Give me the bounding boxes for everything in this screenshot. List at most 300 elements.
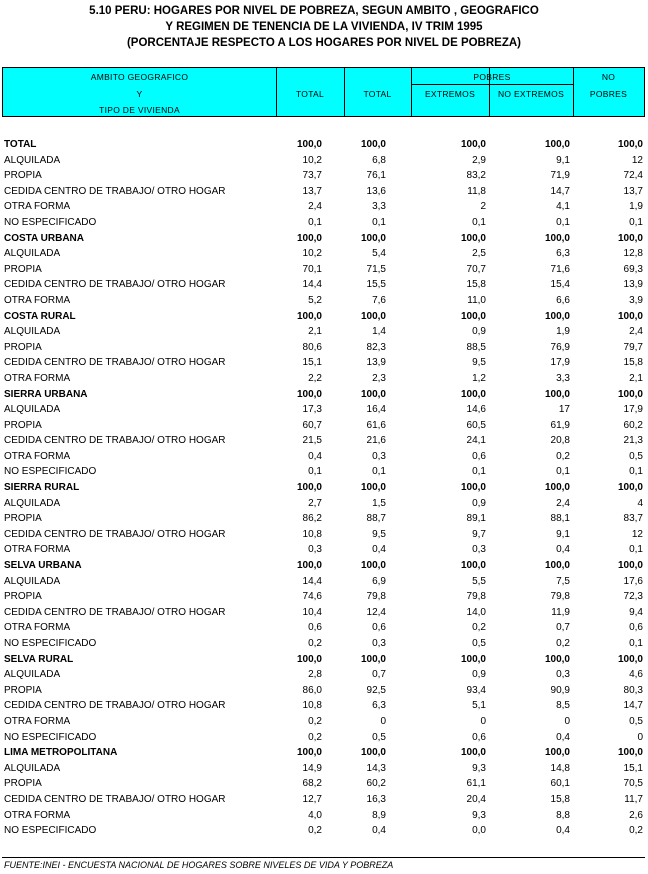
row-value: 86,0	[302, 684, 322, 696]
row-value: 24,1	[466, 435, 486, 447]
row-value: 100,0	[617, 747, 643, 759]
row-label: NO ESPECIFICADO	[4, 466, 97, 478]
row-value: 76,9	[550, 341, 570, 353]
row-value: 11,8	[467, 185, 486, 197]
row-value: 93,4	[466, 684, 486, 696]
table-row	[0, 449, 648, 465]
row-value: 100,0	[296, 560, 322, 572]
row-label: CEDIDA CENTRO DE TRABAJO/ OTRO HOGAR	[4, 700, 226, 712]
row-value: 14,9	[302, 762, 322, 774]
row-label: OTRA FORMA	[4, 294, 71, 306]
table-row	[0, 402, 648, 418]
row-value: 10,8	[302, 528, 322, 540]
row-value: 17,9	[550, 357, 570, 369]
table-group-row	[0, 137, 648, 153]
row-value: 83,2	[466, 170, 486, 182]
row-value: 2,3	[372, 372, 386, 384]
row-value: 2,4	[308, 201, 322, 213]
row-value: 14,7	[550, 185, 570, 197]
header-ambito-line-3: TIPO DE VIVIENDA	[99, 105, 180, 115]
row-value: 71,5	[366, 263, 386, 275]
row-value: 100,0	[544, 388, 570, 400]
row-value: 79,8	[550, 591, 570, 603]
row-value: 73,7	[302, 170, 322, 182]
row-label: OTRA FORMA	[4, 544, 71, 556]
row-value: 1,9	[556, 326, 570, 338]
row-value: 8,9	[372, 809, 386, 821]
row-value: 0,6	[629, 622, 643, 634]
row-value: 14,6	[466, 404, 486, 416]
row-value: 0	[637, 731, 643, 743]
row-value: 17	[558, 404, 570, 416]
row-label: PROPIA	[4, 419, 42, 431]
row-value: 79,7	[623, 341, 643, 353]
row-value: 100,0	[460, 310, 486, 322]
row-value: 0	[380, 715, 386, 727]
row-value: 100,0	[296, 747, 322, 759]
row-value: 17,3	[302, 404, 322, 416]
row-value: 0	[564, 715, 570, 727]
row-value: 68,2	[302, 778, 322, 790]
row-label: PROPIA	[4, 513, 42, 525]
row-value: 0,1	[629, 216, 643, 228]
table-row	[0, 636, 648, 652]
table-row	[0, 215, 648, 231]
row-value: 14,3	[366, 762, 386, 774]
row-label: OTRA FORMA	[4, 201, 71, 213]
table-group-row	[0, 231, 648, 247]
row-value: 2,1	[629, 372, 643, 384]
title-line-3: (PORCENTAJE RESPECTO A LOS HOGARES POR NIVEL DE POBREZA)	[126, 37, 522, 49]
row-value: 17,6	[623, 575, 643, 587]
row-label: NO ESPECIFICADO	[4, 638, 97, 649]
table-row	[0, 620, 648, 636]
table-row	[0, 246, 648, 262]
row-value: 1,4	[372, 326, 386, 338]
row-value: 83,7	[623, 513, 643, 525]
row-value: 21,6	[366, 435, 386, 447]
row-value: 16,3	[366, 793, 386, 805]
row-value: 21,5	[302, 435, 322, 447]
row-value: 0,2	[308, 731, 322, 743]
row-value: 0,1	[308, 466, 322, 478]
row-value: 0	[480, 715, 486, 727]
row-value: 10,4	[302, 606, 322, 618]
table-row	[0, 324, 648, 340]
row-value: 14,8	[550, 762, 570, 774]
row-value: 1,2	[472, 372, 486, 384]
row-value: 13,9	[623, 279, 643, 291]
row-value: 100,0	[617, 139, 643, 150]
row-value: 0,3	[556, 669, 570, 681]
table-row	[0, 199, 648, 215]
row-value: 100,0	[360, 653, 386, 665]
row-value: 6,8	[372, 154, 386, 166]
row-label: COSTA RURAL	[4, 310, 76, 322]
row-value: 4,1	[556, 201, 570, 213]
row-value: 0,7	[372, 669, 386, 681]
row-label: OTRA FORMA	[4, 809, 71, 821]
header-ambito-line-2: Y	[136, 89, 143, 99]
row-value: 0,1	[629, 466, 643, 478]
row-value: 100,0	[617, 482, 643, 494]
row-value: 3,3	[372, 201, 386, 213]
row-value: 8,5	[556, 700, 570, 712]
row-label: ALQUILADA	[4, 762, 61, 774]
table-row	[0, 698, 648, 714]
row-value: 100,0	[296, 139, 322, 150]
row-value: 70,5	[623, 778, 643, 790]
header-no-pobres: POBRES	[589, 89, 628, 99]
row-value: 100,0	[460, 653, 486, 665]
row-value: 100,0	[460, 482, 486, 494]
row-value: 100,0	[296, 232, 322, 244]
row-value: 71,6	[550, 263, 570, 275]
table-row	[0, 153, 648, 169]
header-total-a: TOTAL	[295, 89, 325, 99]
row-value: 100,0	[544, 560, 570, 572]
row-value: 12	[631, 528, 643, 540]
row-value: 0,3	[472, 544, 486, 556]
row-value: 69,3	[623, 263, 643, 275]
row-value: 100,0	[460, 232, 486, 244]
row-label: PROPIA	[4, 684, 42, 696]
row-value: 100,0	[460, 747, 486, 759]
row-value: 86,2	[302, 513, 322, 525]
row-value: 20,8	[550, 435, 570, 447]
row-value: 0,9	[472, 497, 486, 509]
row-value: 7,6	[372, 294, 386, 306]
table-row	[0, 184, 648, 200]
row-value: 6,3	[372, 700, 386, 712]
row-label: NO ESPECIFICADO	[4, 731, 97, 743]
row-value: 0,2	[308, 638, 322, 649]
row-value: 13,6	[366, 185, 386, 197]
row-value: 0,2	[556, 450, 570, 462]
row-value: 2	[480, 201, 486, 213]
row-label: CEDIDA CENTRO DE TRABAJO/ OTRO HOGAR	[4, 279, 226, 291]
row-label: PROPIA	[4, 170, 42, 182]
row-value: 0,6	[372, 622, 386, 634]
row-value: 0,9	[472, 669, 486, 681]
row-value: 100,0	[460, 139, 486, 150]
row-value: 0,1	[472, 466, 486, 478]
row-value: 0,1	[556, 466, 570, 478]
row-value: 2,4	[556, 497, 570, 509]
footer-divider	[2, 857, 645, 858]
row-label: ALQUILADA	[4, 497, 61, 509]
row-value: 12,8	[623, 248, 643, 260]
row-value: 0,1	[629, 544, 643, 556]
row-value: 2,1	[308, 326, 322, 338]
row-value: 82,3	[366, 341, 386, 353]
title-line-2: Y REGIMEN DE TENENCIA DE LA VIVIENDA, IV TRIM 1995	[165, 21, 483, 33]
row-label: CEDIDA CENTRO DE TRABAJO/ OTRO HOGAR	[4, 357, 226, 369]
row-value: 61,1	[466, 778, 486, 790]
header-pobres: POBRES	[473, 72, 511, 82]
row-value: 11,0	[467, 294, 486, 306]
row-value: 0,5	[472, 638, 486, 649]
table-row	[0, 464, 648, 480]
row-value: 2,6	[629, 809, 643, 821]
row-value: 0,0	[472, 825, 486, 837]
row-value: 100,0	[544, 747, 570, 759]
row-label: TOTAL	[4, 139, 37, 150]
row-value: 100,0	[544, 139, 570, 150]
row-value: 11,9	[551, 606, 570, 618]
row-value: 13,7	[302, 185, 322, 197]
row-label: ALQUILADA	[4, 154, 61, 166]
row-value: 100,0	[360, 388, 386, 400]
header-total-b: TOTAL	[363, 89, 392, 99]
row-value: 4,0	[308, 809, 322, 821]
table-group-row	[0, 558, 648, 574]
row-value: 0,5	[372, 731, 386, 743]
table-row	[0, 262, 648, 278]
row-value: 90,9	[550, 684, 570, 696]
row-value: 0,6	[308, 622, 322, 634]
row-value: 61,6	[366, 419, 386, 431]
table-row	[0, 589, 648, 605]
table-title	[0, 3, 648, 51]
table-row	[0, 776, 648, 792]
table-row	[0, 605, 648, 621]
row-value: 71,9	[550, 170, 570, 182]
row-value: 5,2	[308, 294, 322, 306]
row-value: 70,1	[302, 263, 322, 275]
row-label: NO ESPECIFICADO	[4, 216, 97, 228]
row-value: 15,1	[623, 762, 643, 774]
row-value: 79,8	[466, 591, 486, 603]
row-value: 0,1	[308, 216, 322, 228]
row-value: 7,5	[556, 575, 570, 587]
row-value: 89,1	[466, 513, 486, 525]
row-label: SELVA RURAL	[4, 653, 74, 665]
row-value: 15,4	[550, 279, 570, 291]
row-value: 0,4	[556, 731, 570, 743]
row-value: 2,4	[629, 326, 643, 338]
row-value: 16,4	[366, 404, 386, 416]
row-value: 21,3	[623, 435, 643, 447]
table-group-row	[0, 745, 648, 761]
row-value: 13,7	[623, 185, 643, 197]
row-value: 0,4	[372, 825, 386, 837]
table-row	[0, 542, 648, 558]
row-value: 5,4	[372, 248, 386, 260]
row-value: 9,3	[472, 809, 486, 821]
row-value: 88,7	[366, 513, 386, 525]
row-value: 88,1	[550, 513, 570, 525]
row-label: SIERRA URBANA	[4, 388, 88, 400]
row-value: 0,1	[372, 466, 386, 478]
row-label: ALQUILADA	[4, 326, 61, 338]
row-label: PROPIA	[4, 341, 42, 353]
row-value: 5,1	[472, 700, 486, 712]
row-value: 15,1	[302, 357, 322, 369]
row-value: 0,4	[372, 544, 386, 556]
row-value: 60,5	[466, 419, 486, 431]
row-label: LIMA METROPOLITANA	[4, 747, 118, 759]
row-value: 1,9	[629, 201, 643, 213]
row-value: 0,2	[308, 825, 322, 837]
row-value: 0,1	[629, 638, 643, 649]
row-value: 2,7	[308, 497, 322, 509]
row-value: 10,2	[302, 154, 322, 166]
row-value: 80,6	[302, 341, 322, 353]
table-header	[2, 67, 645, 117]
row-value: 8,8	[556, 809, 570, 821]
row-value: 12,7	[302, 793, 322, 805]
row-value: 0,3	[372, 638, 386, 649]
row-value: 1,5	[372, 497, 386, 509]
row-label: OTRA FORMA	[4, 715, 71, 727]
row-value: 100,0	[360, 482, 386, 494]
table-row	[0, 496, 648, 512]
header-no: NO	[601, 72, 616, 82]
row-value: 9,4	[629, 606, 643, 618]
row-value: 100,0	[617, 388, 643, 400]
row-value: 100,0	[296, 310, 322, 322]
row-value: 100,0	[544, 232, 570, 244]
table-row	[0, 340, 648, 356]
row-value: 0,4	[308, 450, 322, 462]
row-value: 2,8	[308, 669, 322, 681]
row-value: 0,2	[472, 622, 486, 634]
row-value: 6,9	[372, 575, 386, 587]
row-value: 100,0	[544, 310, 570, 322]
row-value: 3,9	[629, 294, 643, 306]
row-label: PROPIA	[4, 263, 42, 275]
row-value: 11,7	[624, 793, 643, 805]
row-value: 0,6	[472, 731, 486, 743]
row-value: 80,3	[623, 684, 643, 696]
row-value: 100,0	[360, 310, 386, 322]
row-label: COSTA URBANA	[4, 232, 84, 244]
row-value: 14,0	[466, 606, 486, 618]
table-row	[0, 761, 648, 777]
table-row	[0, 293, 648, 309]
table-row	[0, 574, 648, 590]
row-label: SELVA URBANA	[4, 560, 82, 572]
row-label: OTRA FORMA	[4, 450, 71, 462]
row-value: 5,5	[472, 575, 486, 587]
row-label: CEDIDA CENTRO DE TRABAJO/ OTRO HOGAR	[4, 528, 226, 540]
row-value: 79,8	[366, 591, 386, 603]
row-value: 100,0	[617, 653, 643, 665]
row-value: 100,0	[544, 482, 570, 494]
table-row	[0, 371, 648, 387]
row-value: 20,4	[466, 793, 486, 805]
table-group-row	[0, 387, 648, 403]
row-value: 100,0	[296, 388, 322, 400]
row-label: ALQUILADA	[4, 404, 61, 416]
row-value: 14,7	[623, 700, 643, 712]
row-value: 2,2	[308, 372, 322, 384]
row-label: OTRA FORMA	[4, 372, 71, 384]
row-label: CEDIDA CENTRO DE TRABAJO/ OTRO HOGAR	[4, 793, 226, 805]
row-value: 2,9	[472, 154, 486, 166]
row-label: ALQUILADA	[4, 248, 61, 260]
row-value: 0,9	[472, 326, 486, 338]
table-row	[0, 511, 648, 527]
table-row	[0, 433, 648, 449]
row-value: 0,2	[629, 825, 643, 837]
header-ambito-line-1: AMBITO GEOGRAFICO	[90, 72, 189, 82]
header-extremos: EXTREMOS	[424, 89, 476, 99]
row-value: 60,1	[550, 778, 570, 790]
row-value: 100,0	[460, 388, 486, 400]
row-value: 0,1	[372, 216, 386, 228]
table-row	[0, 168, 648, 184]
row-value: 0,1	[472, 216, 486, 228]
row-value: 14,4	[302, 279, 322, 291]
row-label: SIERRA RURAL	[4, 482, 80, 494]
row-value: 100,0	[617, 560, 643, 572]
table-row	[0, 527, 648, 543]
row-value: 74,6	[302, 591, 322, 603]
row-value: 100,0	[544, 653, 570, 665]
table-row	[0, 683, 648, 699]
row-value: 0,4	[556, 544, 570, 556]
row-value: 0,5	[629, 450, 643, 462]
header-no-extremos: NO EXTREMOS	[497, 89, 565, 99]
table-row	[0, 792, 648, 808]
row-value: 60,2	[623, 419, 643, 431]
row-value: 100,0	[360, 747, 386, 759]
row-value: 0,6	[472, 450, 486, 462]
row-label: PROPIA	[4, 778, 42, 790]
row-value: 0,2	[308, 715, 322, 727]
row-value: 9,3	[472, 762, 486, 774]
row-label: PROPIA	[4, 591, 42, 603]
row-value: 10,2	[302, 248, 322, 260]
row-value: 88,5	[466, 341, 486, 353]
row-value: 17,9	[623, 404, 643, 416]
row-value: 15,8	[466, 279, 486, 291]
row-label: CEDIDA CENTRO DE TRABAJO/ OTRO HOGAR	[4, 435, 226, 447]
row-value: 4,6	[629, 669, 643, 681]
table-row	[0, 418, 648, 434]
row-value: 0,5	[629, 715, 643, 727]
row-value: 100,0	[360, 560, 386, 572]
row-value: 76,1	[366, 170, 386, 182]
table-row	[0, 730, 648, 746]
row-value: 100,0	[360, 139, 386, 150]
row-value: 70,7	[466, 263, 486, 275]
row-value: 15,5	[366, 279, 386, 291]
row-value: 9,1	[556, 154, 570, 166]
row-value: 12,4	[366, 606, 386, 618]
row-value: 100,0	[296, 482, 322, 494]
row-value: 9,7	[472, 528, 486, 540]
row-value: 61,9	[550, 419, 570, 431]
row-value: 0,3	[308, 544, 322, 556]
row-value: 4	[637, 497, 643, 509]
row-value: 14,4	[302, 575, 322, 587]
table-row	[0, 277, 648, 293]
row-value: 12	[631, 154, 643, 166]
table-row	[0, 667, 648, 683]
table-row	[0, 823, 648, 839]
row-value: 60,7	[302, 419, 322, 431]
row-value: 0,2	[556, 638, 570, 649]
row-value: 60,2	[366, 778, 386, 790]
table-group-row	[0, 480, 648, 496]
source-note: FUENTE:INEI - ENCUESTA NACIONAL DE HOGARES SOBRE NIVELES DE VIDA Y POBREZA	[4, 860, 394, 870]
row-value: 100,0	[617, 232, 643, 244]
row-label: ALQUILADA	[4, 669, 61, 681]
row-value: 100,0	[360, 232, 386, 244]
